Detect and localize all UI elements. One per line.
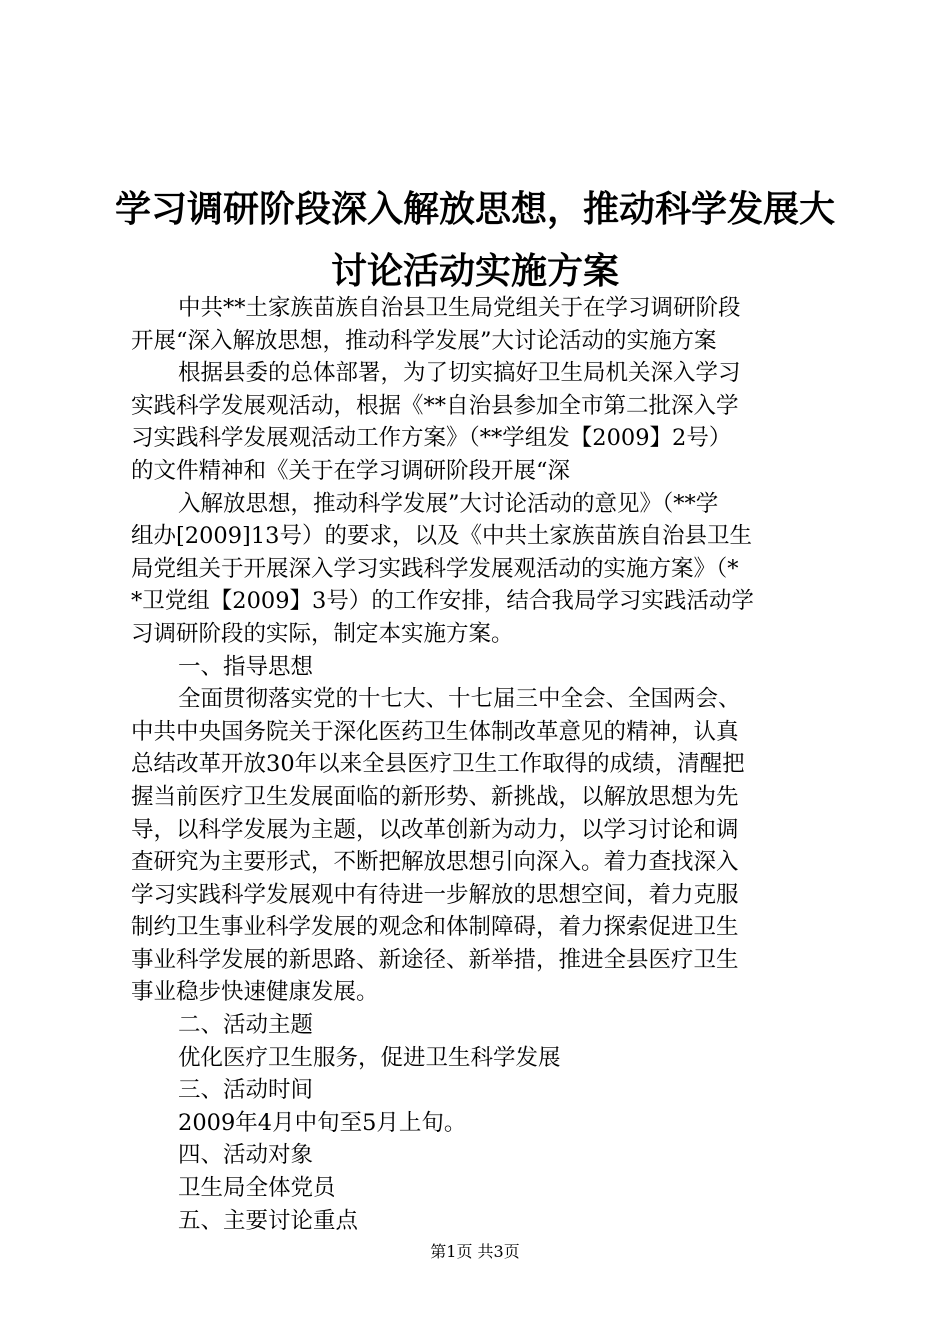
document-body [0, 292, 950, 1237]
body-line: 学习实践科学发展观中有待进一步解放的思想空间，着力克服 [131, 881, 739, 908]
body-line: 优化医疗卫生服务，促进卫生科学发展 [178, 1044, 561, 1071]
body-line: 组办[2009]13号）的要求，以及《中共土家族苗族自治县卫生 [131, 523, 752, 550]
body-line: 实践科学发展观活动，根据《**自治县参加全市第二批深入学 [131, 392, 739, 419]
body-line: 的文件精神和《关于在学习调研阶段开展“深 [131, 457, 571, 484]
section-heading: 一、指导思想 [178, 653, 314, 680]
body-line: 制约卫生事业科学发展的观念和体制障碍，着力探索促进卫生 [131, 914, 739, 941]
body-line: 根据县委的总体部署，为了切实搞好卫生局机关深入学习 [178, 360, 741, 387]
body-line: 入解放思想，推动科学发展”大讨论活动的意见》（**学 [178, 490, 719, 517]
body-line: 2009年4月中旬至5月上旬。 [178, 1109, 467, 1136]
body-line: 中共**土家族苗族自治县卫生局党组关于在学习调研阶段 [178, 295, 741, 321]
body-line: 导，以科学发展为主题，以改革创新为动力，以学习讨论和调 [131, 816, 739, 843]
body-line: 卫生局全体党员 [178, 1175, 336, 1202]
section-heading: 二、活动主题 [178, 1012, 314, 1039]
body-line: 中共中央国务院关于深化医药卫生体制改革意见的精神，认真 [131, 718, 739, 745]
body-line: 总结改革开放30年以来全县医疗卫生工作取得的成绩，清醒把 [131, 751, 745, 778]
body-line: 握当前医疗卫生发展面临的新形势、新挑战，以解放思想为先 [131, 783, 739, 810]
section-heading: 三、活动时间 [178, 1077, 314, 1104]
body-line: 局党组关于开展深入学习实践科学发展观活动的实施方案》（* [131, 555, 739, 582]
body-line: 习调研阶段的实际，制定本实施方案。 [131, 620, 514, 647]
body-line: 事业稳步快速健康发展。 [131, 979, 379, 1006]
body-line: 事业科学发展的新思路、新途径、新举措，推进全县医疗卫生 [131, 946, 739, 973]
body-line: 全面贯彻落实党的十七大、十七届三中全会、全国两会、 [178, 686, 741, 713]
body-line: *卫党组【2009】3号）的工作安排，结合我局学习实践活动学 [131, 588, 754, 615]
page-number-footer: 第1页 共3页 [430, 1242, 520, 1261]
document-title-line-1: 学习调研阶段深入解放思想，推动科学发展大 [114, 188, 835, 230]
body-line: 查研究为主要形式，不断把解放思想引向深入。着力查找深入 [131, 849, 739, 876]
body-line: 习实践科学发展观活动工作方案》（**学组发【2009】2号） [131, 425, 732, 452]
section-heading: 四、活动对象 [178, 1142, 314, 1169]
document-title-line-2: 讨论活动实施方案 [330, 250, 619, 292]
body-line: 开展“深入解放思想，推动科学发展”大讨论活动的实施方案 [131, 327, 717, 354]
section-heading: 五、主要讨论重点 [178, 1207, 359, 1234]
